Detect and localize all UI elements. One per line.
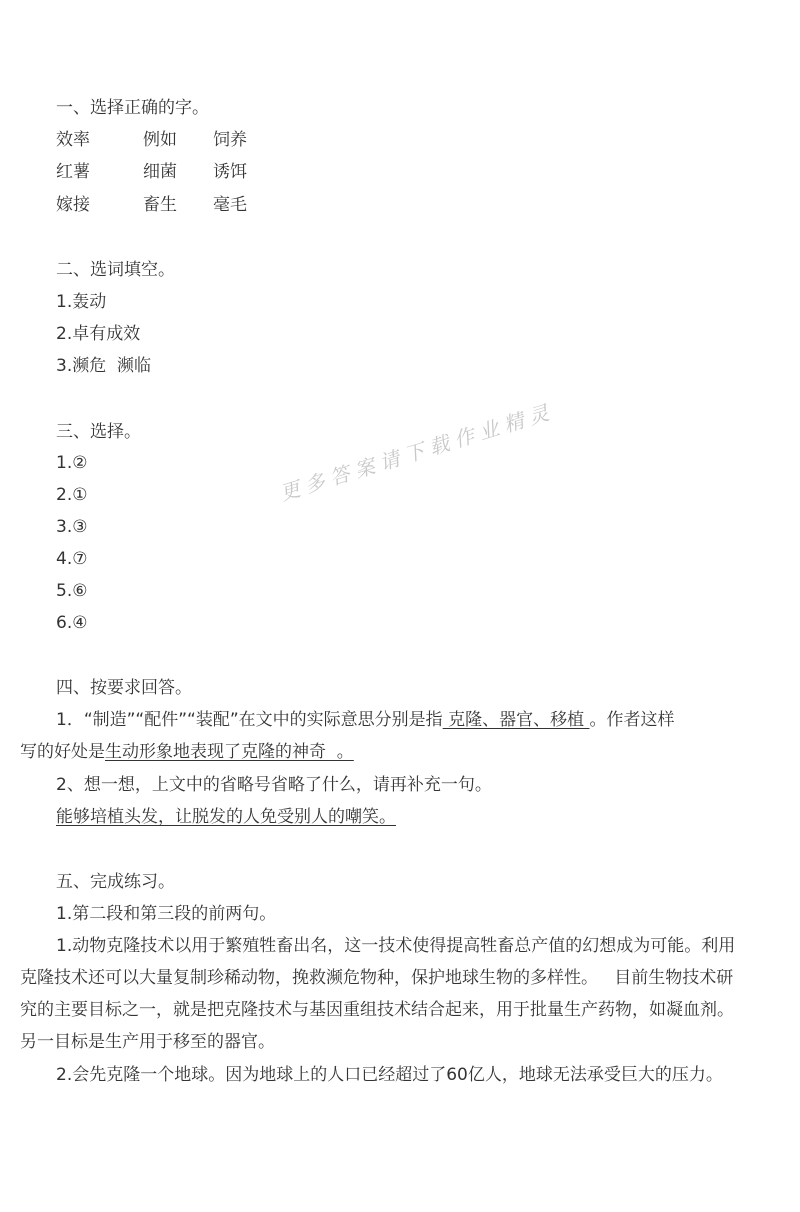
question-1-line2 <box>20 741 354 763</box>
answer-blank: 能够培植头发，让脱发的人免受别人的嘲笑。 <box>56 807 396 827</box>
question-1-line2-prefix: 写的好处是 <box>20 742 105 762</box>
list-item: 3.濒危 濒临 <box>56 356 152 376</box>
section3-heading: 三、选择。 <box>56 422 141 442</box>
paragraph-line: 究的主要目标之一，就是把克隆技术与基因重组技术结合起来，用于批量生产药物，如凝血剂。 <box>20 1000 734 1020</box>
paragraph-line: 1.动物克隆技术以用于繁殖牲畜出名，这一技术使得提高牲畜总产值的幻想成为可能。利用 <box>56 936 736 956</box>
question-2: 2、想一想，上文中的省略号省略了什么，请再补充一句。 <box>56 775 492 795</box>
list-item: 5.⑥ <box>56 581 88 601</box>
list-item: 6.④ <box>56 613 88 633</box>
section1-heading: 一、选择正确的字。 <box>56 98 209 118</box>
word-cell: 例如 <box>143 130 177 150</box>
list-item: 1.第二段和第三段的前两句。 <box>56 904 277 924</box>
section2-heading: 二、选词填空。 <box>56 260 175 280</box>
section5-heading: 五、完成练习。 <box>56 872 175 892</box>
list-item: 3.③ <box>56 517 88 537</box>
word-cell: 诱饵 <box>213 162 247 182</box>
word-cell: 效率 <box>56 130 90 150</box>
answer-blank: 生动形象地表现了克隆的神奇 。 <box>105 742 354 762</box>
paragraph-line: 另一目标是生产用于移至的器官。 <box>20 1032 275 1052</box>
list-item: 1.② <box>56 453 88 473</box>
section4-heading: 四、按要求回答。 <box>56 678 192 698</box>
paragraph-line: 2.会先克隆一个地球。因为地球上的人口已经超过了60亿人，地球无法承受巨大的压力。 <box>56 1065 723 1085</box>
word-cell: 嫁接 <box>56 195 90 215</box>
question-1-suffix: 。作者这样 <box>589 710 675 730</box>
word-cell: 红薯 <box>56 162 90 182</box>
list-item: 2.① <box>56 485 88 505</box>
list-item: 1.轰动 <box>56 292 107 312</box>
list-item: 2.卓有成效 <box>56 324 141 344</box>
word-cell: 饲养 <box>213 130 247 150</box>
word-cell: 毫毛 <box>213 195 247 215</box>
word-cell: 细菌 <box>143 162 177 182</box>
question-1 <box>56 709 674 731</box>
answer-blank: 克隆、器官、移植 <box>442 710 590 730</box>
watermark: 更多答案请下载作业精灵 <box>276 398 558 506</box>
word-cell: 畜生 <box>143 195 177 215</box>
question-1-prefix: 1．“制造”“配件”“装配”在文中的实际意思分别是指 <box>56 710 443 730</box>
paragraph-line: 克隆技术还可以大量复制珍稀动物，挽救濒危物种，保护地球生物的多样性。 目前生物技术研 <box>20 968 734 988</box>
list-item: 4.⑦ <box>56 549 88 569</box>
